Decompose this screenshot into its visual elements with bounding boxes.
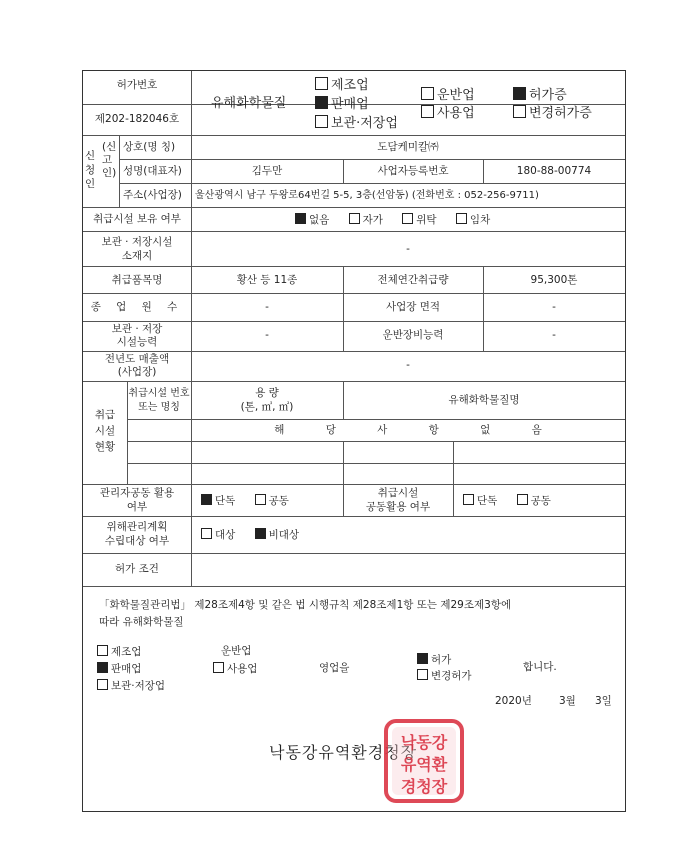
business-type-use: 사용업 [421, 105, 475, 120]
issuer-name: 낙동강유역환경청장 [269, 743, 418, 762]
checkbox-stmt-change-permit[interactable] [417, 669, 428, 680]
risk-plan-label-1: 위해관리계획 [106, 521, 168, 533]
business-type-storage: 보관·저장업 [315, 115, 398, 130]
checkbox-facility-own[interactable] [349, 213, 360, 224]
checkbox-stmt-storage[interactable] [97, 679, 108, 690]
status-label-3: 현황 [94, 441, 116, 453]
business-reg-label: 사업자등록번호 [377, 165, 449, 177]
business-type-transport: 운반업 [421, 87, 475, 102]
sales-value: - [406, 359, 410, 371]
workers-value: - [265, 301, 269, 313]
facility-joint-label-1: 취급시설 [377, 487, 419, 499]
joint-use-label-2: 여부 [126, 501, 148, 513]
hazardous-chemical-label: 유해화학물질 [211, 96, 287, 111]
seal-text-3: 경청장 [400, 777, 448, 796]
checkbox-facility-consign[interactable] [402, 213, 413, 224]
checkbox-manufacturing[interactable] [315, 77, 328, 90]
items-label: 취급품목명 [111, 274, 163, 286]
official-seal [383, 718, 465, 804]
representative-label: 성명(대표자) [123, 165, 182, 177]
checkbox-stmt-manufacturing[interactable] [97, 645, 108, 656]
business-reg-value: 180-88-00774 [516, 165, 592, 177]
status-col-chemical: 유해화학물질명 [448, 394, 520, 406]
checkbox-stmt-permit[interactable] [417, 653, 428, 664]
seal-text-1: 낙동강 [400, 733, 448, 752]
permit-type-change: 변경허가증 [513, 105, 592, 120]
risk-plan-options: 대상 비대상 [201, 528, 299, 542]
address-value: 울산광역시 남구 두왕로64번길 5-5, 3층(선암동) (전화번호 : 052-256-9711) [195, 190, 539, 201]
checkbox-stmt-use[interactable] [213, 662, 224, 673]
stmt-transport: 운반업 [221, 645, 252, 657]
facility-joint-options: 단독 공동 [463, 494, 551, 508]
checkbox-joint-shared[interactable] [255, 494, 266, 505]
risk-plan-label-2: 수립대상 여부 [104, 535, 170, 547]
stmt-business-word: 영업을 [319, 662, 350, 674]
date-day: 3일 [595, 695, 612, 707]
stmt-sales: 판매업 [97, 662, 141, 676]
status-label-1: 취급 [94, 409, 116, 421]
stmt-permit: 허가 [417, 653, 451, 667]
status-label-2: 시설 [94, 425, 116, 437]
stmt-closing: 합니다. [523, 661, 557, 673]
workers-label: 종 업 원 수 [90, 301, 184, 313]
permit-document [82, 70, 626, 812]
stmt-manufacturing: 제조업 [97, 645, 141, 659]
transport-capacity-value: - [552, 329, 556, 341]
business-type-sales: 판매업 [315, 96, 369, 111]
checkbox-stmt-sales[interactable] [97, 662, 108, 673]
capacity-label-2: 시설능력 [116, 336, 158, 348]
capacity-label-1: 보관 · 저장 [111, 323, 163, 335]
joint-use-options: 단독 공동 [201, 494, 289, 508]
checkbox-risk-non-target[interactable] [255, 528, 266, 539]
status-col-capacity-2: (톤, ㎥, ㎡) [240, 401, 294, 413]
company-name-label: 상호(명 칭) [123, 141, 176, 153]
conditions-label: 허가 조건 [115, 563, 159, 575]
status-none-text: 해 당 사 항 없 음 [274, 424, 542, 436]
annual-amount-value: 95,300톤 [530, 274, 578, 286]
facility-possession-label: 취급시설 보유 여부 [93, 213, 181, 225]
declarant-label: (신고인) [102, 141, 117, 179]
storage-location-label-1: 보관 · 저장시설 [101, 236, 173, 248]
stmt-use: 사용업 [213, 662, 257, 676]
checkbox-transport[interactable] [421, 87, 434, 100]
facility-joint-label-2: 공동활용 여부 [365, 501, 431, 513]
stmt-change-permit: 변경허가 [417, 669, 472, 683]
representative-value: 김두만 [251, 165, 283, 177]
sales-label-1: 전년도 매출액 [104, 353, 170, 365]
status-col-facility-1: 취급시설 번호 [128, 388, 190, 399]
applicant-label: 신청인 [85, 150, 96, 190]
permit-number-value: 제202-182046호 [94, 113, 180, 125]
status-col-capacity-1: 용 량 [255, 387, 279, 399]
site-area-label: 사업장 면적 [385, 301, 441, 313]
joint-use-label-1: 관리자공동 활용 [99, 487, 175, 499]
annual-amount-label: 전체연간취급량 [377, 274, 449, 286]
checkbox-use[interactable] [421, 105, 434, 118]
stmt-storage: 보관·저장업 [97, 679, 165, 693]
date-month: 3월 [559, 695, 576, 707]
statement-line-1: 「화학물질관리법」 제28조제4항 및 같은 법 시행규칙 제28조제1항 또는 제29조제3항에 [99, 599, 512, 611]
checkbox-facility-lease[interactable] [456, 213, 467, 224]
checkbox-facility-none[interactable] [295, 213, 306, 224]
checkbox-facility-joint-single[interactable] [463, 494, 474, 505]
storage-location-value: - [406, 243, 410, 255]
checkbox-sales[interactable] [315, 96, 328, 109]
checkbox-change-permit[interactable] [513, 105, 526, 118]
checkbox-facility-joint-shared[interactable] [517, 494, 528, 505]
transport-capacity-label: 운반장비능력 [382, 329, 444, 341]
company-name-value: 도담케미칼㈜ [377, 141, 439, 153]
status-col-facility-2: 또는 명칭 [138, 402, 180, 413]
checkbox-risk-target[interactable] [201, 528, 212, 539]
statement-line-2: 따라 유해화학물질 [99, 616, 184, 628]
address-label: 주소(사업장) [123, 189, 182, 201]
business-type-manufacturing: 제조업 [315, 77, 369, 92]
checkbox-joint-single[interactable] [201, 494, 212, 505]
sales-label-2: (사업장) [117, 366, 157, 378]
checkbox-storage[interactable] [315, 115, 328, 128]
date-year: 2020년 [495, 695, 532, 707]
permit-number-label: 허가번호 [116, 79, 158, 91]
seal-text-2: 유역환 [400, 755, 448, 774]
capacity-value: - [265, 329, 269, 341]
permit-type-permit: 허가증 [513, 87, 567, 102]
storage-location-label-2: 소재지 [121, 250, 153, 262]
items-value: 황산 등 11종 [236, 274, 298, 286]
site-area-value: - [552, 301, 556, 313]
checkbox-permit[interactable] [513, 87, 526, 100]
facility-options: 없음 자가 위탁 임차 [295, 213, 490, 227]
